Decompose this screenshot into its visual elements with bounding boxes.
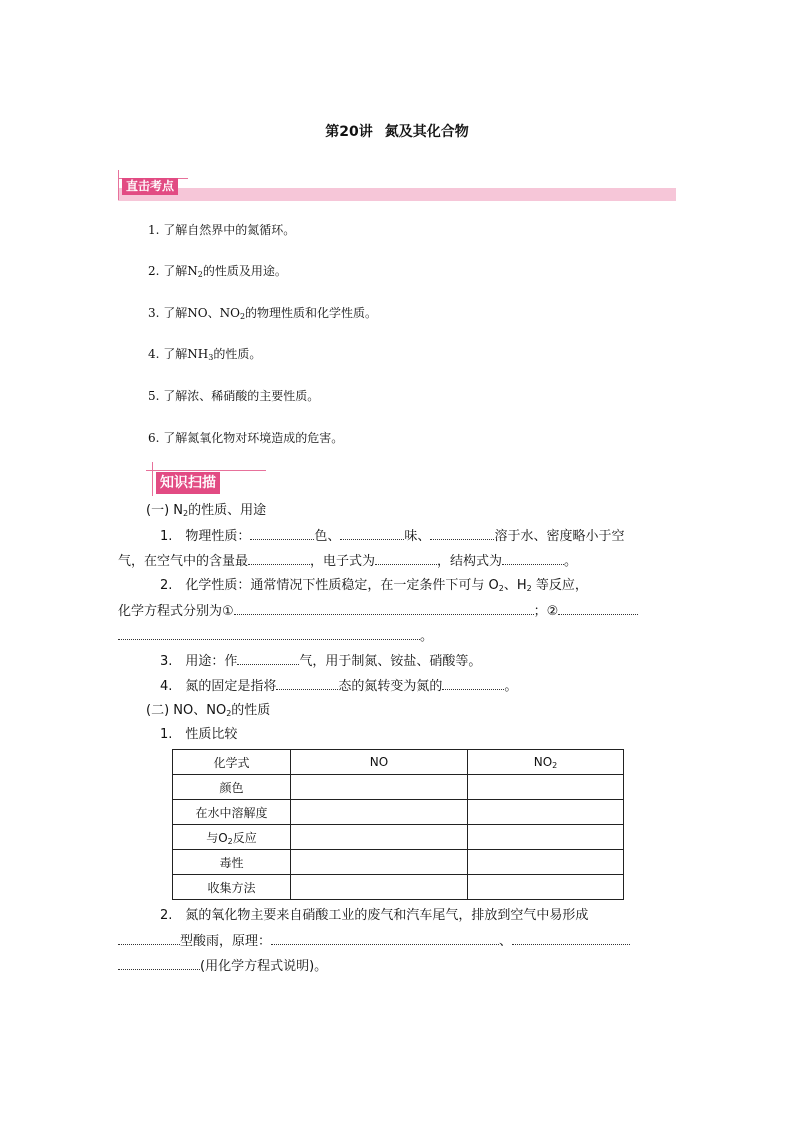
header-cell: NO — [291, 750, 468, 775]
objective-item: 2. 了解$N_2$的性质及用途。 — [148, 264, 287, 279]
header-cell: $NO_2$ — [468, 750, 624, 775]
table-header-row — [173, 750, 624, 775]
table-row — [173, 775, 624, 800]
answer-cell[interactable] — [291, 875, 468, 900]
page-title — [0, 121, 794, 141]
answer-cell[interactable] — [468, 775, 624, 800]
row-label: 在水中溶解度 — [173, 800, 291, 825]
question-physical-properties-cont: 气，在空气中的含量最 ，电子式为 ，结构式为 。 — [118, 554, 578, 569]
comparison-table — [172, 749, 624, 900]
objective-item: 4. 了解$NH_3$的性质。 — [148, 347, 262, 362]
section-banner-exam-points — [118, 170, 678, 204]
answer-blank[interactable] — [276, 677, 338, 690]
objective-item: 1. 了解自然界中的氮循环。 — [148, 223, 296, 237]
answer-blank[interactable] — [442, 677, 504, 690]
answer-blank[interactable] — [558, 602, 638, 615]
banner-corner-line — [146, 470, 266, 471]
question-chemical-properties-cont: 化学方程式分别为① ；② — [118, 602, 638, 621]
row-label: 收集方法 — [173, 875, 291, 900]
question-acid-rain-cont: 型酸雨，原理： 、 — [118, 932, 630, 951]
header-cell: 化学式 — [173, 750, 291, 775]
banner-bar — [118, 188, 676, 201]
question-nitrogen-fixation: 4. 氮的固定是指将 态的氮转变为氮的 。 — [160, 679, 518, 694]
answer-blank[interactable] — [271, 932, 499, 945]
part-heading: (二) NO、$NO_2$的性质 — [146, 703, 271, 718]
table-row — [173, 875, 624, 900]
question-uses: 3. 用途：作 气，用于制氮、铵盐、硝酸等。 — [160, 654, 482, 669]
question-chemical-properties: 2. 化学性质：通常情况下性质稳定，在一定条件下可与 $O_2$、$H_2$ 等反应， — [160, 578, 588, 593]
answer-blank[interactable] — [375, 552, 437, 565]
table-row — [173, 825, 624, 850]
table-row — [173, 850, 624, 875]
banner-corner-line — [118, 170, 119, 200]
row-label: 毒性 — [173, 850, 291, 875]
banner-corner-line — [152, 462, 153, 496]
answer-blank[interactable] — [118, 932, 180, 945]
answer-cell[interactable] — [468, 850, 624, 875]
question-property-comparison: 1. 性质比较 — [160, 727, 238, 742]
section-label: 直击考点 — [122, 178, 178, 195]
lecture-topic: 氮及其化合物 — [384, 124, 469, 140]
answer-cell[interactable] — [468, 800, 624, 825]
question-acid-rain-cont: (用化学方程式说明)。 — [118, 957, 327, 976]
answer-blank[interactable] — [118, 957, 200, 970]
objective-item: 5. 了解浓、稀硝酸的主要性质。 — [148, 389, 320, 403]
answer-blank[interactable] — [248, 552, 310, 565]
answer-blank[interactable] — [234, 602, 534, 615]
question-acid-rain: 2. 氮的氧化物主要来自硝酸工业的废气和汽车尾气，排放到空气中易形成 — [160, 908, 589, 923]
answer-blank[interactable] — [512, 932, 630, 945]
objective-item: 6. 了解氮氧化物对环境造成的危害。 — [148, 431, 344, 445]
answer-blank[interactable] — [237, 652, 299, 665]
lecture-number: 第20讲 — [325, 124, 373, 140]
answer-blank[interactable] — [340, 527, 404, 540]
answer-cell[interactable] — [468, 875, 624, 900]
answer-cell[interactable] — [291, 800, 468, 825]
objective-item: 3. 了解NO、$NO_2$的物理性质和化学性质。 — [148, 306, 378, 321]
table-row — [173, 800, 624, 825]
section-label: 知识扫描 — [156, 472, 220, 494]
part-heading: (一) $N_2$的性质、用途 — [146, 503, 267, 518]
answer-cell[interactable] — [291, 825, 468, 850]
answer-cell[interactable] — [468, 825, 624, 850]
answer-cell[interactable] — [291, 850, 468, 875]
answer-blank[interactable] — [118, 627, 420, 640]
answer-blank[interactable] — [430, 527, 494, 540]
row-label: 颜色 — [173, 775, 291, 800]
question-chemical-properties-cont: 。 — [118, 627, 433, 646]
answer-cell[interactable] — [291, 775, 468, 800]
answer-blank[interactable] — [250, 527, 314, 540]
section-banner-knowledge-scan — [146, 462, 276, 498]
row-label: 与$O_2$反应 — [173, 825, 291, 850]
question-physical-properties: 1. 物理性质： 色、 味、 溶于水、密度略小于空 — [160, 529, 625, 544]
answer-blank[interactable] — [502, 552, 564, 565]
